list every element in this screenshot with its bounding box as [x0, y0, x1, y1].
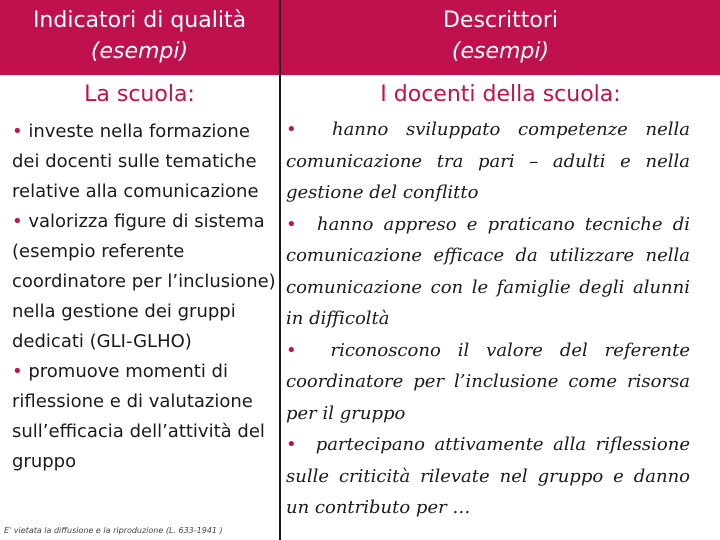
- bullet-icon: •: [12, 361, 23, 382]
- bullet-icon: •: [12, 211, 23, 232]
- header-right-title: Descrittori: [442, 8, 559, 33]
- bullet-icon: •: [12, 121, 23, 142]
- header-left-title: Indicatori di qualità: [32, 8, 247, 33]
- list-item: • promuove momenti di riflessione e di valutazione sull’efficacia dell’attività del gruppo: [12, 361, 265, 472]
- list-item: • valorizza figure di sistema (esempio referente coordinatore per l’inclusione) nella gestione dei gruppi dedicati (GLI-GLHO): [12, 211, 276, 352]
- header-right-subtitle: (esempi): [451, 39, 550, 64]
- list-item: • investe nella formazione dei docenti sulle tematiche relative alla comunicazione: [12, 121, 259, 202]
- bullet-icon: •: [286, 213, 297, 235]
- bullet-icon: •: [286, 119, 297, 140]
- bullet-icon: •: [286, 434, 297, 455]
- list-item: • hanno appreso e praticano tecniche di comunicazione efficace da utilizzare nella comunicazione con le famiglie degli alunni in difficoltà: [286, 213, 690, 329]
- subheader-right: I docenti della scuola:: [380, 82, 621, 107]
- copyright-footnote: E' vietata la diffusione e la riproduzione (L. 633-1941 ): [4, 526, 223, 535]
- list-item: • partecipano attivamente alla riflessione sulle criticità rilevate nel gruppo e danno un contributo per …: [286, 434, 690, 518]
- indicators-list: [12, 117, 280, 477]
- descriptors-list: [286, 114, 690, 524]
- subheader-left: La scuola:: [84, 82, 195, 107]
- header-right: [281, 0, 720, 75]
- list-item: • hanno sviluppato competenze nella comunicazione tra pari – adulti e nella gestione del conflitto: [286, 119, 690, 203]
- bullet-icon: •: [286, 339, 297, 361]
- header-left: [0, 0, 279, 75]
- header-left-subtitle: (esempi): [90, 39, 189, 64]
- list-item: • riconoscono il valore del referente coordinatore per l’inclusione come risorsa per il gruppo: [286, 339, 690, 424]
